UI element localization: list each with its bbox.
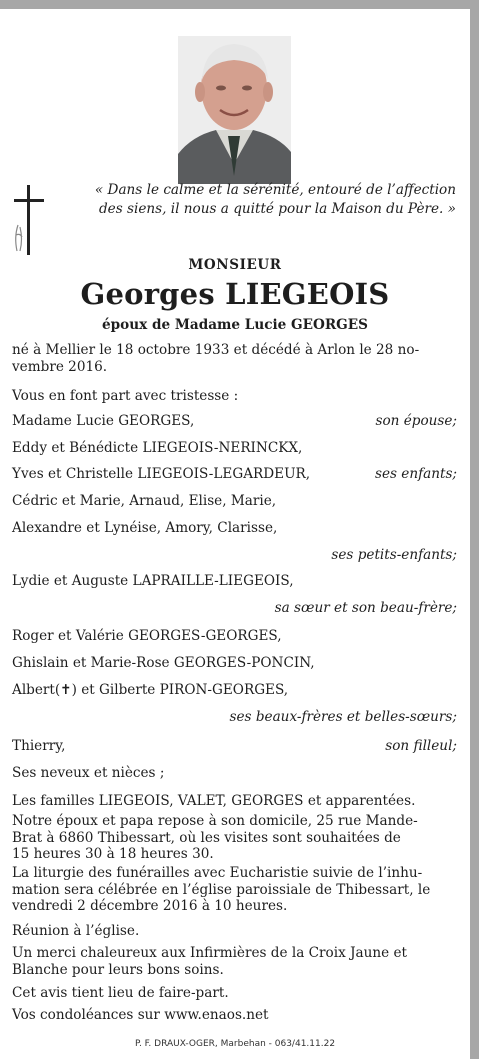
funeral-home-footer: P. F. DRAUX-OGER, Marbehan - 063/41.11.22: [134, 1039, 336, 1049]
family-row: [12, 764, 457, 782]
text-line: Brat à 6860 Thibessart, où les visites sont souhaitées de: [12, 829, 401, 846]
residence-text: [12, 813, 458, 863]
notice-text: [12, 985, 458, 1002]
family-member: Lydie et Auguste LAPRAILLE-LIEGEOIS,: [12, 573, 294, 589]
family-relation: ses petits-enfants;: [331, 547, 457, 563]
family-member: Thierry,: [12, 738, 66, 754]
family-row: [12, 439, 457, 457]
text-line: né à Mellier le 18 octobre 1933 et décédé à Arlon le 28 no-: [12, 342, 420, 358]
family-member: Cédric et Marie, Arnaud, Elise, Marie,: [12, 493, 277, 509]
family-member: Madame Lucie GEORGES,: [12, 413, 195, 429]
family-member: Ses neveux et nièces ;: [12, 765, 165, 781]
family-row: [12, 465, 457, 483]
family-relation: son épouse;: [375, 413, 457, 429]
family-row: [12, 737, 457, 755]
family-member: Alexandre et Lynéise, Amory, Clarisse,: [12, 520, 278, 536]
birth-death-text: [12, 342, 458, 375]
honorific: MONSIEUR: [188, 257, 282, 273]
family-relation: ses beaux-frères et belles-sœurs;: [229, 709, 457, 725]
text-line: La liturgie des funérailles avec Eucharistie suivie de l’inhu-: [12, 865, 423, 881]
text-line: Réunion à l’église.: [12, 923, 140, 939]
obituary-page: [0, 9, 470, 1059]
family-row: [12, 681, 457, 699]
family-member: Les familles LIEGEOIS, VALET, GEORGES et apparentées.: [12, 793, 416, 809]
reunion-text: [12, 923, 458, 940]
family-relation: ses enfants;: [374, 466, 457, 482]
portrait-photo: [178, 36, 291, 184]
family-row: [12, 572, 457, 590]
text-line: Un merci chaleureux aux Infirmières de la Croix Jaune et: [12, 945, 408, 961]
family-member: Ghislain et Marie-Rose GEORGES-PONCIN,: [12, 655, 315, 671]
text-line: Vos condoléances sur www.enaos.net: [12, 1007, 269, 1023]
family-relation: sa sœur et son beau-frère;: [274, 600, 457, 616]
family-member: Albert(✝) et Gilberte PIRON-GEORGES,: [12, 682, 289, 698]
family-row: [12, 708, 457, 726]
family-member: Eddy et Bénédicte LIEGEOIS-NERINCKX,: [12, 440, 303, 456]
liturgy-text: [12, 865, 458, 915]
text-line: 15 heures 30 à 18 heures 30.: [12, 846, 214, 862]
text-line: Notre époux et papa repose à son domicile, 25 rue Mande-: [12, 813, 418, 829]
spouse-line: époux de Madame Lucie GEORGES: [102, 317, 368, 333]
condolences-text: [12, 1007, 458, 1024]
family-member: Yves et Christelle LIEGEOIS-LEGARDEUR,: [12, 466, 311, 482]
family-row: [12, 492, 457, 510]
family-row: [12, 792, 457, 810]
portrait-illustration: [178, 36, 291, 184]
intro-text: Vous en font part avec tristesse :: [12, 388, 239, 404]
text-line: Blanche pour leurs bons soins.: [12, 961, 224, 978]
quote-line: des siens, il nous a quitté pour la Maison du Père. »: [98, 201, 456, 217]
quote-line: « Dans le calme et la sérénité, entouré de l’affection: [94, 182, 456, 198]
text-line: mation sera célébrée en l’église paroissiale de Thibessart, le: [12, 881, 431, 898]
family-member: Roger et Valérie GEORGES-GEORGES,: [12, 628, 282, 644]
family-row: [12, 546, 457, 564]
text-line: Cet avis tient lieu de faire-part.: [12, 985, 229, 1001]
family-row: [12, 599, 457, 617]
family-row: [12, 654, 457, 672]
family-row: [12, 519, 457, 537]
text-line: vendredi 2 décembre 2016 à 10 heures.: [12, 898, 288, 914]
deceased-name: Georges LIEGEOIS: [80, 277, 390, 311]
cross-icon: [8, 185, 48, 255]
intro-line: [12, 387, 457, 405]
thanks-text: [12, 945, 458, 978]
family-relation: son filleul;: [385, 738, 457, 754]
family-row: [12, 412, 457, 430]
family-row: [12, 627, 457, 645]
text-line: vembre 2016.: [12, 358, 108, 375]
quote-text: [60, 181, 456, 219]
